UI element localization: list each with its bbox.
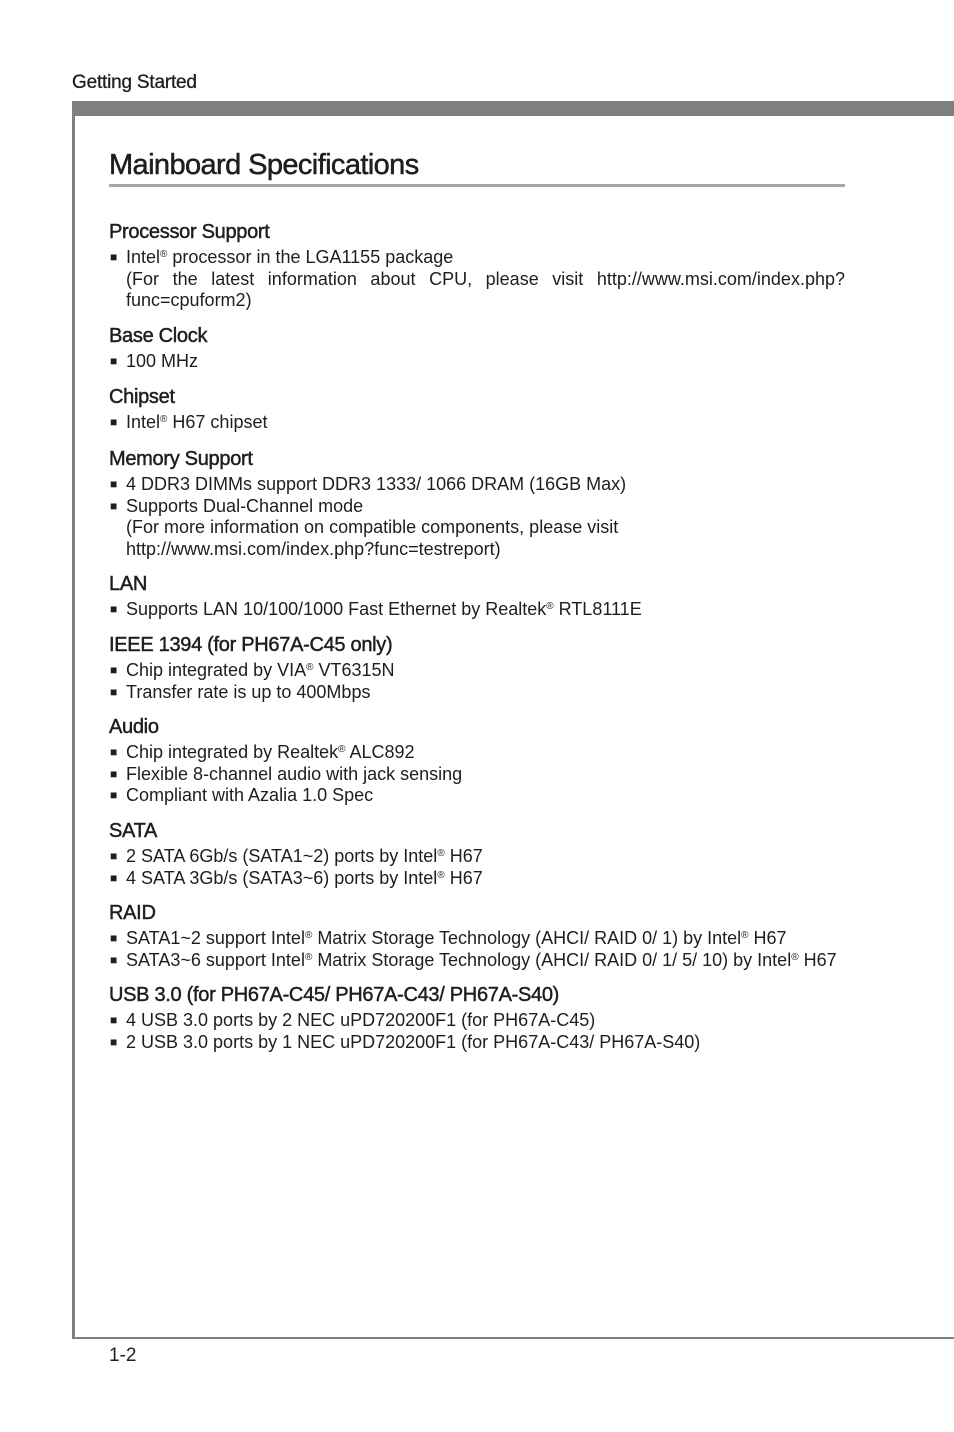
spec-text: Supports LAN 10/100/1000 Fast Ethernet by Realtek xyxy=(126,599,547,620)
spec-text: 4 USB 3.0 ports by 2 NEC uPD720200F1 (for PH67A-C45) xyxy=(126,1010,596,1031)
spec-item xyxy=(109,660,845,682)
spec-text: processor in the LGA1155 package xyxy=(167,247,454,267)
square-bullet-icon: ■ xyxy=(110,476,118,491)
spec-text: 2 SATA 6Gb/s (SATA1~2) ports by Intel xyxy=(126,845,438,866)
spec-note-line: http://www.msi.com/index.php?func=testreport) xyxy=(126,538,501,559)
spec-item xyxy=(109,599,845,621)
spec-section xyxy=(109,384,845,434)
square-bullet-icon: ■ xyxy=(110,931,118,946)
section-heading: Chipset xyxy=(109,386,175,409)
spec-text: Supports Dual-Channel mode xyxy=(126,495,364,516)
spec-item xyxy=(109,928,845,950)
registered-mark: ® xyxy=(306,661,314,673)
spec-text: H67 xyxy=(798,949,837,970)
spec-text: SATA3~6 support Intel xyxy=(126,949,305,970)
spec-item xyxy=(109,1010,845,1032)
square-bullet-icon: ■ xyxy=(110,602,118,617)
spec-item xyxy=(109,742,845,764)
spec-section xyxy=(109,982,845,1053)
spec-list xyxy=(109,247,845,312)
square-bullet-icon: ■ xyxy=(110,870,118,885)
square-bullet-icon: ■ xyxy=(110,1034,118,1049)
registered-mark: ® xyxy=(160,249,168,260)
section-heading: USB 3.0 (for PH67A-C45/ PH67A-C43/ PH67A-S40) xyxy=(109,984,560,1007)
page-number: 1-2 xyxy=(109,1345,137,1366)
square-bullet-icon: ■ xyxy=(110,250,118,264)
spec-text: H67 chipset xyxy=(167,412,268,433)
spec-text: H67 xyxy=(444,867,483,888)
section-heading: RAID xyxy=(109,902,156,925)
spec-text: 100 MHz xyxy=(126,350,199,371)
section-heading: LAN xyxy=(109,573,148,596)
title-underline xyxy=(109,184,845,187)
spec-section xyxy=(109,219,845,312)
registered-mark: ® xyxy=(791,951,799,963)
spec-text: 4 SATA 3Gb/s (SATA3~6) ports by Intel xyxy=(126,867,438,888)
spec-text: 2 USB 3.0 ports by 1 NEC uPD720200F1 (for PH67A-C43/ PH67A-S40) xyxy=(126,1031,701,1052)
spec-text: VT6315N xyxy=(313,659,395,680)
spec-text: ALC892 xyxy=(345,742,415,763)
spec-note-line: (For more information on compatible components, please visit xyxy=(126,517,619,538)
spec-item xyxy=(109,846,845,868)
spec-list xyxy=(109,412,845,434)
spec-section xyxy=(109,900,845,971)
spec-text: Flexible 8-channel audio with jack sensing xyxy=(126,763,463,784)
spec-text: Chip integrated by Realtek xyxy=(126,742,339,763)
spec-list xyxy=(109,928,845,971)
square-bullet-icon: ■ xyxy=(110,415,118,430)
registered-mark: ® xyxy=(160,414,168,426)
spec-item xyxy=(109,247,845,312)
spec-list xyxy=(109,351,845,373)
registered-mark: ® xyxy=(437,847,445,859)
spec-item xyxy=(109,785,845,807)
square-bullet-icon: ■ xyxy=(110,788,118,803)
square-bullet-icon: ■ xyxy=(110,353,118,368)
spec-item xyxy=(109,682,845,704)
spec-section xyxy=(109,446,845,560)
spec-text: Matrix Storage Technology (AHCI/ RAID 0/ 1/ 5/ 10) by Intel xyxy=(312,949,792,970)
spec-text: Chip integrated by VIA xyxy=(126,659,307,680)
spec-list xyxy=(109,599,845,621)
spec-text: Transfer rate is up to 400Mbps xyxy=(126,681,371,702)
spec-list xyxy=(109,1010,845,1053)
spec-section xyxy=(109,714,845,807)
square-bullet-icon: ■ xyxy=(110,952,118,967)
spec-text: Compliant with Azalia 1.0 Spec xyxy=(126,785,374,806)
section-heading: SATA xyxy=(109,819,158,842)
spec-item xyxy=(109,950,845,972)
square-bullet-icon: ■ xyxy=(110,745,118,760)
spec-list xyxy=(109,474,845,560)
spec-text: Intel xyxy=(126,412,161,433)
spec-list xyxy=(109,660,845,703)
spec-text: SATA1~2 support Intel xyxy=(126,928,305,949)
spec-item xyxy=(109,868,845,890)
registered-mark: ® xyxy=(741,930,749,942)
spec-item xyxy=(109,474,845,496)
square-bullet-icon: ■ xyxy=(110,662,118,677)
square-bullet-icon: ■ xyxy=(110,684,118,699)
registered-mark: ® xyxy=(437,869,445,881)
spec-note: (For the latest information about CPU, please visit http://www.msi.com/index.php?func=cpuform2) xyxy=(126,268,845,311)
registered-mark: ® xyxy=(546,601,554,613)
left-border-rule xyxy=(72,101,75,1339)
spec-section xyxy=(109,818,845,889)
bottom-border-rule xyxy=(72,1337,954,1339)
spec-section xyxy=(109,323,845,373)
spec-section xyxy=(109,571,845,621)
spec-sections xyxy=(109,208,845,1053)
spec-section xyxy=(109,632,845,703)
spec-item xyxy=(109,351,845,373)
spec-text: H67 xyxy=(444,845,483,866)
header-bar xyxy=(72,101,954,116)
spec-item xyxy=(109,764,845,786)
spec-list xyxy=(109,742,845,807)
square-bullet-icon: ■ xyxy=(110,1013,118,1028)
spec-text: Intel xyxy=(126,247,161,267)
spec-text: Matrix Storage Technology (AHCI/ RAID 0/ 1) by Intel xyxy=(312,928,742,949)
section-heading: Audio xyxy=(109,716,159,739)
section-heading: Memory Support xyxy=(109,447,253,470)
registered-mark: ® xyxy=(304,951,313,963)
square-bullet-icon: ■ xyxy=(110,766,118,781)
registered-mark: ® xyxy=(338,744,346,756)
section-heading: IEEE 1394 (for PH67A-C45 only) xyxy=(109,633,393,656)
section-header-label: Getting Started xyxy=(72,72,197,93)
spec-item xyxy=(109,412,845,434)
square-bullet-icon: ■ xyxy=(110,498,118,513)
page-title: Mainboard Specifications xyxy=(109,149,419,181)
spec-list xyxy=(109,846,845,889)
spec-item xyxy=(109,496,845,561)
spec-item xyxy=(109,1032,845,1054)
section-heading: Base Clock xyxy=(109,324,208,347)
square-bullet-icon: ■ xyxy=(110,848,118,863)
spec-text: RTL8111E xyxy=(553,599,642,620)
registered-mark: ® xyxy=(304,930,313,942)
section-heading: Processor Support xyxy=(109,221,270,243)
spec-text: H67 xyxy=(748,928,787,949)
spec-text: 4 DDR3 DIMMs support DDR3 1333/ 1066 DRAM (16GB Max) xyxy=(126,473,627,494)
